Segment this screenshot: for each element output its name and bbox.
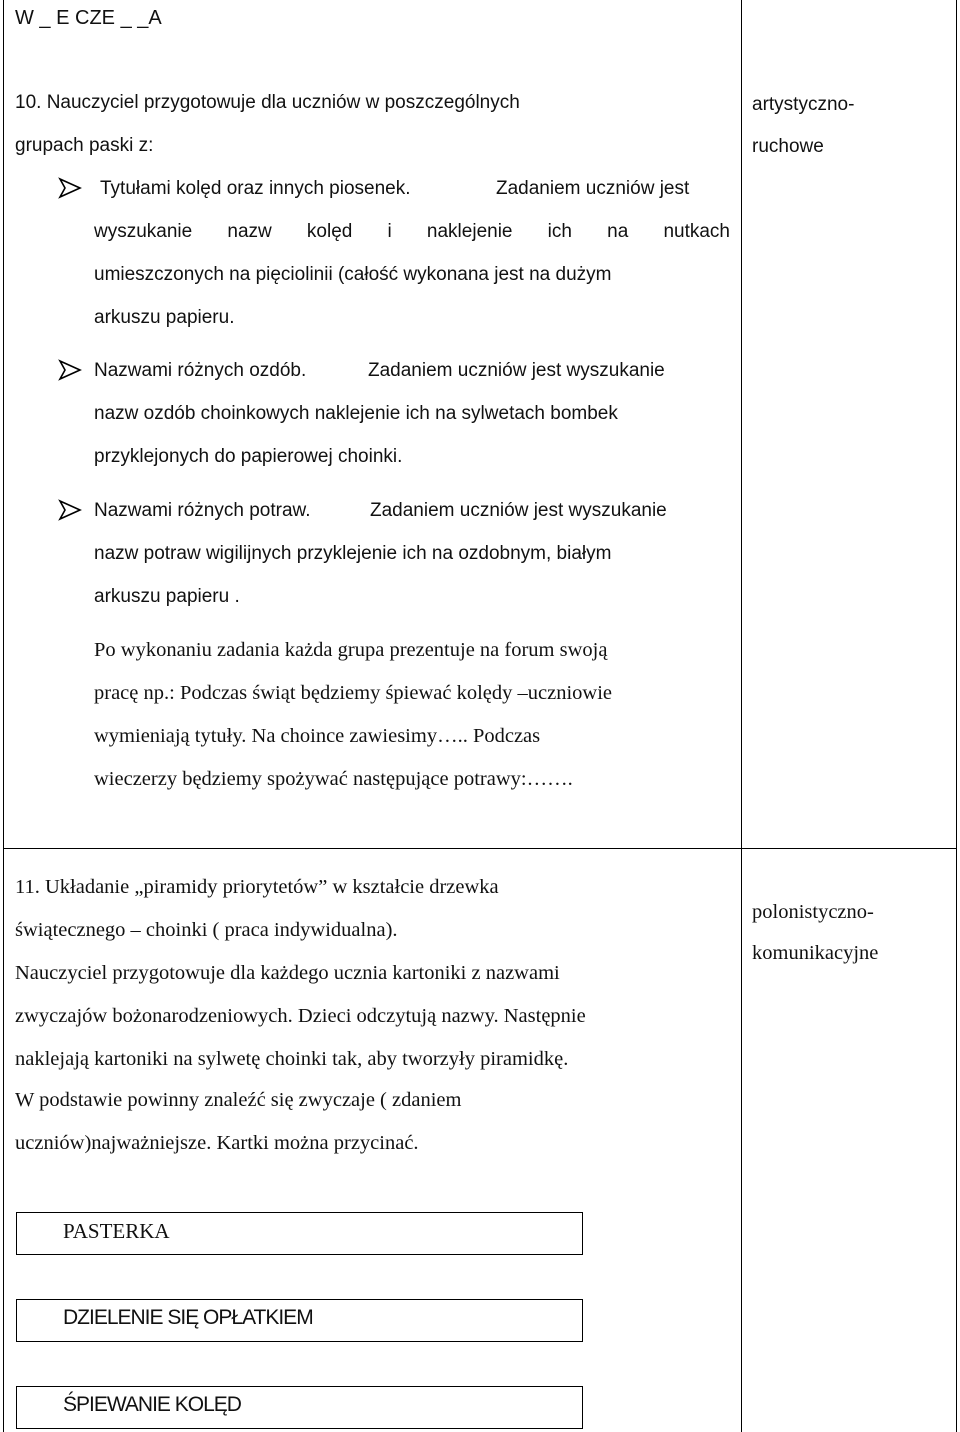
arrow-bullet-icon (58, 176, 82, 200)
category-line-2: komunikacyjne (752, 942, 879, 964)
bullet-1-lead: Tytułami kolęd oraz innych piosenek. (100, 178, 411, 199)
item11-line-5: naklejają kartoniki na sylwetę choinki tak, aby tworzyły piramidkę. (15, 1048, 569, 1070)
arrow-bullet-icon (58, 358, 82, 382)
item11-line-3: Nauczyciel przygotowuje dla każdego ucznia kartoniki z nazwami (15, 962, 560, 984)
table-border-left (3, 0, 4, 1432)
bullet-1-line-4: arkuszu papieru. (94, 307, 235, 328)
bullet-1-line-1: Zadaniem uczniów jest (496, 178, 690, 199)
category-line-2: ruchowe (752, 136, 824, 157)
item11-line-4: zwyczajów bożonarodzeniowych. Dzieci odczytują nazwy. Następnie (15, 1005, 586, 1027)
item11-line-1: 11. Układanie „piramidy priorytetów” w kształcie drzewka (15, 876, 499, 898)
item10-intro-line-2: grupach paski z: (15, 135, 154, 156)
summary-line-3: wymieniają tytuły. Na choince zawiesimy….. Podczas (94, 725, 541, 747)
card-label: DZIELENIE SIĘ OPŁATKIEM (63, 1306, 313, 1329)
arrow-bullet-icon (58, 498, 82, 522)
card-label: PASTERKA (63, 1219, 170, 1243)
category-line-1: artystyczno- (752, 94, 855, 115)
item10-intro-line-1: 10. Nauczyciel przygotowuje dla uczniów w poszczególnych (15, 92, 520, 113)
bullet-1-line-3: umieszczonych na pięciolinii (całość wykonana jest na dużym (94, 264, 612, 285)
bullet-2-lead: Nazwami różnych ozdób. (94, 360, 307, 381)
bullet-1-line-2: wyszukanie nazw kolęd i naklejenie ich na nutkach (94, 221, 730, 242)
summary-line-4: wieczerzy będziemy spożywać następujące potrawy:……. (94, 768, 573, 790)
card-dzielenie-sie-oplatkiem (16, 1299, 583, 1342)
bullet-3-line-3: arkuszu papieru . (94, 586, 240, 607)
item11-line-7: uczniów)najważniejsze. Kartki można przycinać. (15, 1132, 419, 1154)
header-fragment: W _ E CZE _ _A (15, 7, 162, 29)
bullet-2-line-1: Zadaniem uczniów jest wyszukanie (368, 360, 665, 381)
table-column-divider (741, 0, 742, 1432)
summary-line-2: pracę np.: Podczas świąt będziemy śpiewać kolędy –uczniowie (94, 682, 613, 704)
card-pasterka (16, 1212, 583, 1255)
bullet-3-lead: Nazwami różnych potraw. (94, 500, 311, 521)
bullet-2-line-3: przyklejonych do papierowej choinki. (94, 446, 403, 467)
table-border-right (956, 0, 957, 1432)
card-spiewanie-koled (16, 1386, 583, 1429)
category-line-1: polonistyczno- (752, 901, 874, 923)
item11-line-6: W podstawie powinny znaleźć się zwyczaje ( zdaniem (15, 1089, 462, 1111)
table-row-divider (3, 848, 957, 849)
item11-line-2: świątecznego – choinki ( praca indywidualna). (15, 919, 398, 941)
summary-line-1: Po wykonaniu zadania każda grupa prezentuje na forum swoją (94, 639, 608, 661)
bullet-3-line-1: Zadaniem uczniów jest wyszukanie (370, 500, 667, 521)
bullet-2-line-2: nazw ozdób choinkowych naklejenie ich na sylwetach bombek (94, 403, 618, 424)
card-label: ŚPIEWANIE KOLĘD (63, 1393, 241, 1416)
bullet-3-line-2: nazw potraw wigilijnych przyklejenie ich na ozdobnym, białym (94, 543, 612, 564)
